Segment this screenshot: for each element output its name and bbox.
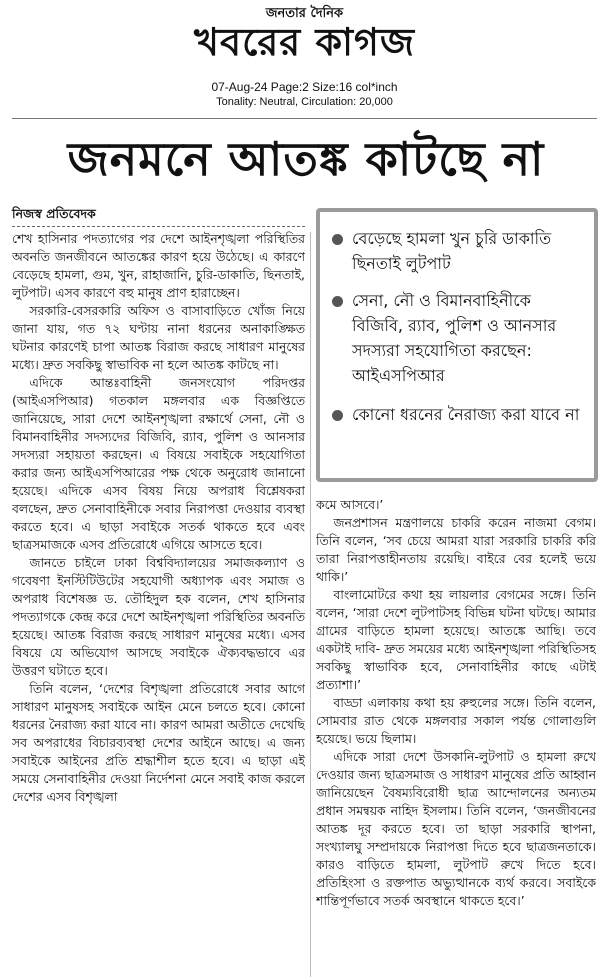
body-paragraph: সরকারি-বেসরকারি অফিস ও বাসাবাড়িতে খোঁজ নিয়ে জানা যায়, গত ৭২ ঘণ্টায় নানা ধরনের অনাকাঙ্ক্ষিত ঘটনার কারণেই চাপা আতঙ্ক বিরাজ করছে সাধারণ মানুষের মধ্যে। দ্রুত সবকিছু স্বাভাবিক না হলে আতঙ্ক কাটছে না।: [12, 303, 305, 372]
body-paragraph: বাংলামোটরে কথা হয় লায়লার বেগমের সঙ্গে। তিনি বলেন, ‘সারা দেশে লুটপাটসহ বিভিন্ন ঘটনা ঘটছে। আমার গ্রামের বাড়িতে হামলা হয়েছে। আতঙ্কে আছি। তবে একটাই দাবি- দ্রুত সময়ের মধ্যে আইনশৃঙ্খলা পরিস্থিতিসহ সবকিছু স্বাভাবিক হবে, সেনাবাহিনীর কাছে এটাই প্রত্যাশা।’: [316, 587, 596, 692]
highlight-text: বেড়েছে হামলা খুন চুরি ডাকাতি ছিনতাই লুটপাট: [352, 229, 552, 273]
bullet-icon: [332, 234, 343, 245]
body-paragraph: এদিকে সারা দেশে উসকানি-লুটপাট ও হামলা রুখে দেওয়ার জন্য ছাত্রসমাজ ও সাধারণ মানুষের প্রতি আহ্বান জানিয়েছেন বৈষম্যবিরোধী ছাত্র আন্দোলনের অন্যতম প্রধান সমন্বয়ক নাহিদ ইসলাম। তিনি বলেন, ‘জনজীবনের আতঙ্ক দূর করতে হবে। তা ছাড়া সরকারি স্থাপনা, সংখ্যালঘু সম্প্রদায়কে নিরাপত্তা দিতে হবে ছাত্রজনতাকে। কারও বাড়িতে হামলা, লুটপাট রুখে দিতে হবে। প্রতিহিংসা ও রক্তপাত অভ্যুত্থানকে ব্যর্থ করবে। সবাইকে শান্তিপূর্ণভাবে সতর্ক অবস্থানে থাকতে হবে।’: [316, 749, 596, 908]
article-byline: নিজস্ব প্রতিবেদক: [12, 206, 96, 221]
clipping-meta-date-size: 07-Aug-24 Page:2 Size:16 col*inch: [211, 80, 398, 94]
bullet-icon: [332, 410, 343, 421]
article-headline: জনমনে আতঙ্ক কাটছে না: [67, 132, 545, 186]
body-paragraph: শেখ হাসিনার পদত্যাগের পর দেশে আইনশৃঙ্খলা পরিস্থিতির অবনতি জনজীবনে আতঙ্কের কারণ হয়ে উঠেছে। এ কারণে বেড়েছে হামলা, গুম, খুন, রাহাজানি, চুরি-ডাকাতি, ছিনতাই, লুটপাট। এসব কারণে বহু মানুষ প্রাণ হারাচ্ছেন।: [12, 231, 305, 300]
body-paragraph: কমে আসবে।’: [316, 497, 384, 512]
clipping-meta-tonality: Tonality: Neutral, Circulation: 20,000: [216, 96, 393, 108]
newspaper-name: খবরের কাগজ: [194, 20, 415, 64]
article-body-left-column: [12, 230, 305, 977]
byline-divider: [12, 226, 305, 227]
body-paragraph: তিনি বলেন, ‘দেশের বিশৃঙ্খলা প্রতিরোধে সবার আগে সাধারণ মানুষসহ সবাইকে আইন মেনে চলতে হবে। কোনো ধরনের নৈরাজ্য করা যাবে না। কারণ আমরা অতীতে দেখেছি সব অপরাধের বিচারব্যবস্থা দেশের আইনে আছে। এ জন্য সবাইকে আইনের প্রতি শ্রদ্ধাশীল হতে হবে। এ ছাড়া এই সময়ে সেনাবাহিনীর দেওয়া নির্দেশনা মেনে সবাই কাজ করলে দেশের এসব বিশৃঙ্খলা: [12, 681, 305, 804]
body-paragraph: এদিকে আন্তঃবাহিনী জনসংযোগ পরিদপ্তর (আইএসপিআর) গতকাল মঙ্গলবার এক বিজ্ঞপ্তিতে জানিয়েছে, সারা দেশে আইনশৃঙ্খলা রক্ষার্থে সেনা, নৌ ও বিমানবাহিনীর সদস্যদের বিজিবি, র‌্যাব, পুলিশ ও আনসার সদস্যরা সহায়তা করছেন। এ বিষয়ে সবাইকে সহযোগিতা করার জন্য আইএসপিআরের পক্ষ থেকে অনুরোধ জানানো হয়েছে। এদিকে এসব বিষয় নিয়ে অপরাধ বিশ্লেষকরা বলছেন, দ্রুত সেনাবাহিনীকে সবার নিরাপত্তা দেওয়ার ব্যবস্থা করতে হবে। এ ছাড়া সবাইকে সতর্ক থাকতে হবে এবং ছাত্রসমাজকে এসব প্রতিরোধে এগিয়ে আসতে হবে।: [12, 375, 305, 552]
bullet-icon: [332, 296, 343, 307]
highlight-text: সেনা, নৌ ও বিমানবাহিনীকে বিজিবি, র‌্যাব, পুলিশ ও আনসার সদস্যরা সহযোগিতা করছেন: আইএসপিআর: [352, 291, 557, 385]
masthead-tagline: জনতার দৈনিক: [265, 6, 344, 21]
highlights-box: [316, 208, 598, 482]
column-divider: [310, 232, 311, 977]
body-paragraph: জানতে চাইলে ঢাকা বিশ্ববিদ্যালয়ের সমাজকল্যাণ ও গবেষণা ইনস্টিটিউটের সহযোগী অধ্যাপক এবং সমাজ ও অপরাধ বিশেষজ্ঞ ড. তৌহিদুল হক বলেন, শেখ হাসিনার পদত্যাগকে কেন্দ্র করে দেশে আইনশৃঙ্খলা পরিস্থিতির অবনতি হয়েছে। আতঙ্ক বিরাজ করছে সাধারণ মানুষের মধ্যে। এসব বিষয়ে যে অভিযোগ আসছে সবাইকে ঐক্যবদ্ধভাবে এর উত্তরণ ঘটাতে হবে।: [12, 555, 305, 678]
body-paragraph: বাড্ডা এলাকায় কথা হয় রুহুলের সঙ্গে। তিনি বলেন, সোমবার রাত থেকে মঙ্গলবার সকাল পর্যন্ত গোলাগুলি হয়েছে। ভয়ে ছিলাম।: [316, 695, 596, 746]
highlight-text: কোনো ধরনের নৈরাজ্য করা যাবে না: [352, 405, 580, 424]
body-paragraph: জনপ্রশাসন মন্ত্রণালয়ে চাকরি করেন নাজমা বেগম। তিনি বলেন, ‘সব চেয়ে আমরা যারা সরকারি চাকরি করি তারা নিরাপত্তাহীনতায় রয়েছি। বাইরে বের হলেই ভয়ে থাকি।’: [316, 515, 596, 584]
masthead-divider: [12, 118, 597, 119]
article-body-right-column: [316, 496, 596, 977]
